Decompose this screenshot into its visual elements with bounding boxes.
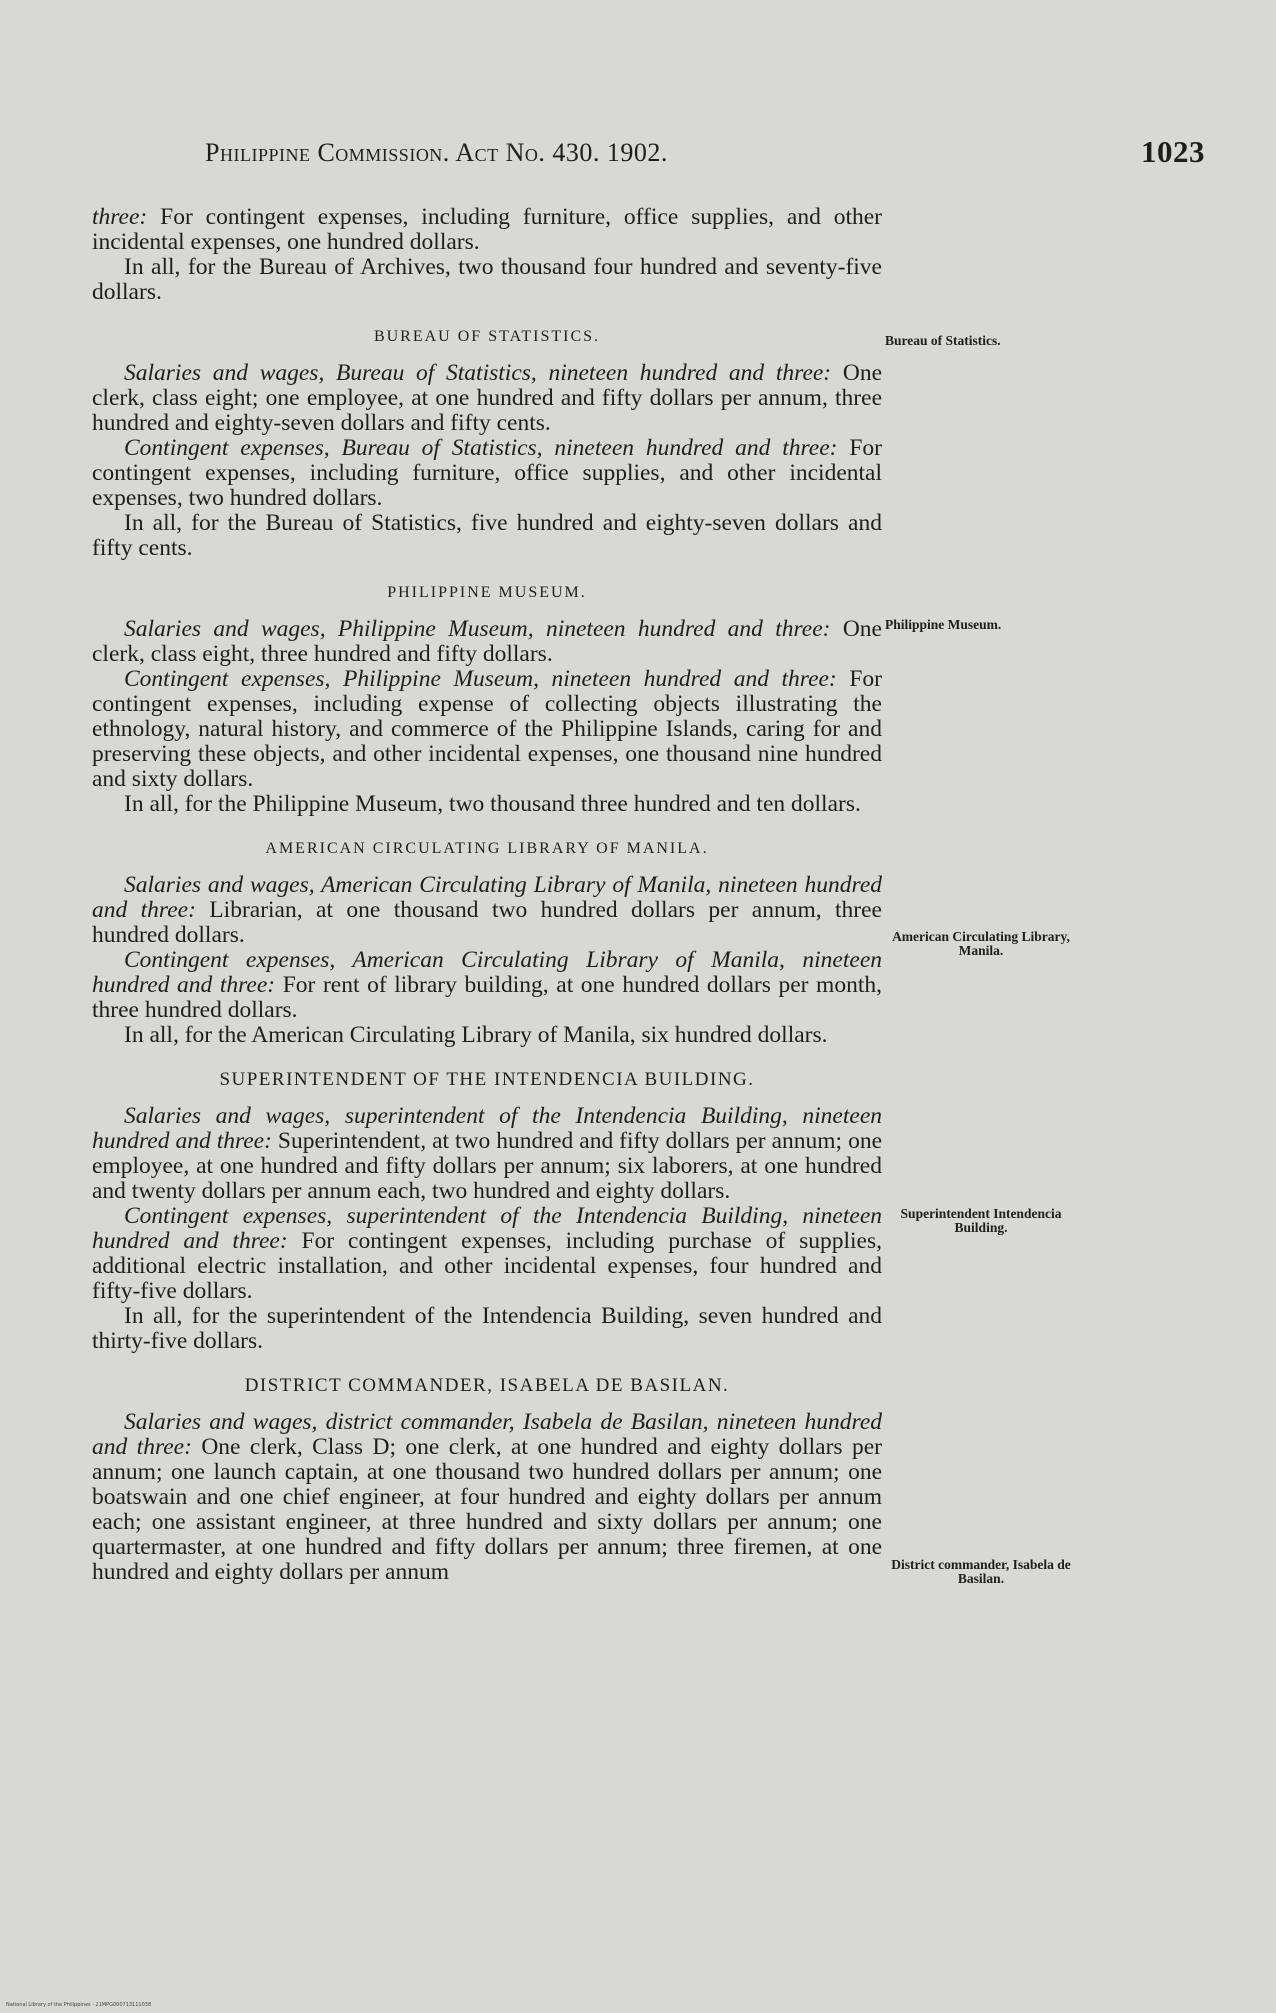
paragraph: [92, 436, 882, 511]
paragraph: [92, 1023, 882, 1048]
paragraph-text: In all, for the American Circulating Library of Manila, six hundred dollars.: [124, 1022, 828, 1048]
paragraph: [92, 511, 882, 561]
italic-lead: Salaries and wages, American Circulating Library of Manila, nineteen hundred and three:: [92, 872, 882, 923]
margin-note-american-circulating-library: American Circulating Library, Manila.: [892, 929, 1070, 958]
paragraph-text: One clerk, Class D; one clerk, at one hundred and eighty dollars per annum; one launch captain, at one thousand two hundred dollars per annum; one boatswain and one chief engineer, at four hundred and eighty dollars per annum each; one assistant engineer, at three hundred and sixty dollars per annum; one quartermaster, at one hundred and fifty dollars per annum; three firemen, at one hundred and eighty dollars per annum: [92, 1434, 882, 1585]
paragraph-text: In all, for the superintendent of the Intendencia Building, seven hundred and thirty-five dollars.: [92, 1303, 882, 1354]
italic-lead: Salaries and wages, superintendent of the Intendencia Building, nineteen hundred and three:: [92, 1103, 882, 1154]
margin-note-philippine-museum: Philippine Museum.: [885, 617, 1002, 632]
paragraph: [92, 255, 882, 305]
paragraph: [92, 948, 882, 1023]
paragraph: [92, 361, 882, 436]
paragraph: [92, 1410, 882, 1585]
scan-footer: National Library of the Philippines · 21MPG000713111038: [6, 2002, 152, 2008]
paragraph: [92, 667, 882, 792]
paragraph: [92, 1304, 882, 1354]
margin-note-superintendent-intendencia: Superintendent Intendencia Building.: [900, 1206, 1062, 1235]
paragraph-text: One clerk, class eight, three hundred and fifty dollars.: [92, 616, 882, 667]
page-number: 1023: [1141, 134, 1205, 169]
italic-lead: Salaries and wages, Philippine Museum, nineteen hundred and three:: [124, 616, 831, 642]
running-title: Philippine Commission. Act No. 430. 1902.: [205, 138, 668, 167]
margin-note-bureau-of-statistics: Bureau of Statistics.: [885, 333, 1001, 348]
document-body: [92, 205, 882, 1585]
paragraph-text: In all, for the Bureau of Archives, two thousand four hundred and seventy-five dollars.: [92, 254, 882, 305]
paragraph-text: For contingent expenses, including furniture, office supplies, and other incidental expenses, one hundred dollars.: [92, 204, 882, 255]
paragraph-text: One clerk, class eight; one employee, at one hundred and fifty dollars per annum, three hundred and eighty-seven dollars and fifty cents.: [92, 360, 882, 436]
italic-lead: Contingent expenses, Philippine Museum, nineteen hundred and three:: [124, 666, 837, 692]
paragraph-text: In all, for the Philippine Museum, two thousand three hundred and ten dollars.: [124, 791, 861, 817]
italic-lead: Contingent expenses, American Circulating Library of Manila, nineteen hundred and three:: [92, 947, 882, 998]
margin-note-district-commander: District commander, Isabela de Basilan.: [891, 1557, 1071, 1586]
paragraph-text: For rent of library building, at one hundred dollars per month, three hundred dollars.: [92, 972, 882, 1023]
paragraph: [92, 617, 882, 667]
paragraph: [92, 1104, 882, 1204]
paragraph: [92, 873, 882, 948]
paragraph: [92, 205, 882, 255]
section-heading: PHILIPPINE MUSEUM.: [387, 584, 587, 601]
page-header: [205, 134, 1205, 178]
italic-lead: Contingent expenses, Bureau of Statistics, nineteen hundred and three:: [124, 435, 838, 461]
italic-lead: three:: [92, 204, 148, 230]
paragraph-text: For contingent expenses, including purchase of supplies, additional electric installation, and other incidental expenses, four hundred and fifty-five dollars.: [92, 1228, 882, 1304]
italic-lead: Salaries and wages, district commander, Isabela de Basilan, nineteen hundred and three:: [92, 1409, 882, 1460]
paragraph-text: For contingent expenses, including furniture, office supplies, and other incidental expenses, two hundred dollars.: [92, 435, 882, 511]
paragraph-text: Librarian, at one thousand two hundred dollars per annum, three hundred dollars.: [92, 897, 882, 948]
paragraph-text: For contingent expenses, including expense of collecting objects illustrating the ethnology, natural history, and commerce of the Philippine Islands, caring for and preserving these objects, and other incidental expenses, one thousand nine hundred and sixty dollars.: [92, 666, 882, 792]
section-heading: BUREAU OF STATISTICS.: [373, 328, 601, 345]
paragraph-text: In all, for the Bureau of Statistics, five hundred and eighty-seven dollars and fifty cents.: [92, 510, 882, 561]
italic-lead: Salaries and wages, Bureau of Statistics, nineteen hundred and three:: [124, 360, 832, 386]
paragraph-text: Superintendent, at two hundred and fifty dollars per annum; one employee, at one hundred and fifty dollars per annum; six laborers, at one hundred and twenty dollars per annum each, two hundred and eighty dollars.: [92, 1128, 882, 1204]
section-heading: DISTRICT COMMANDER, ISABELA DE BASILAN.: [244, 1375, 730, 1396]
section-heading: AMERICAN CIRCULATING LIBRARY OF MANILA.: [265, 840, 709, 857]
paragraph: [92, 792, 882, 817]
italic-lead: Contingent expenses, superintendent of the Intendencia Building, nineteen hundred and three:: [92, 1203, 882, 1254]
section-heading: SUPERINTENDENT OF THE INTENDENCIA BUILDING.: [219, 1069, 755, 1090]
paragraph: [92, 1204, 882, 1304]
